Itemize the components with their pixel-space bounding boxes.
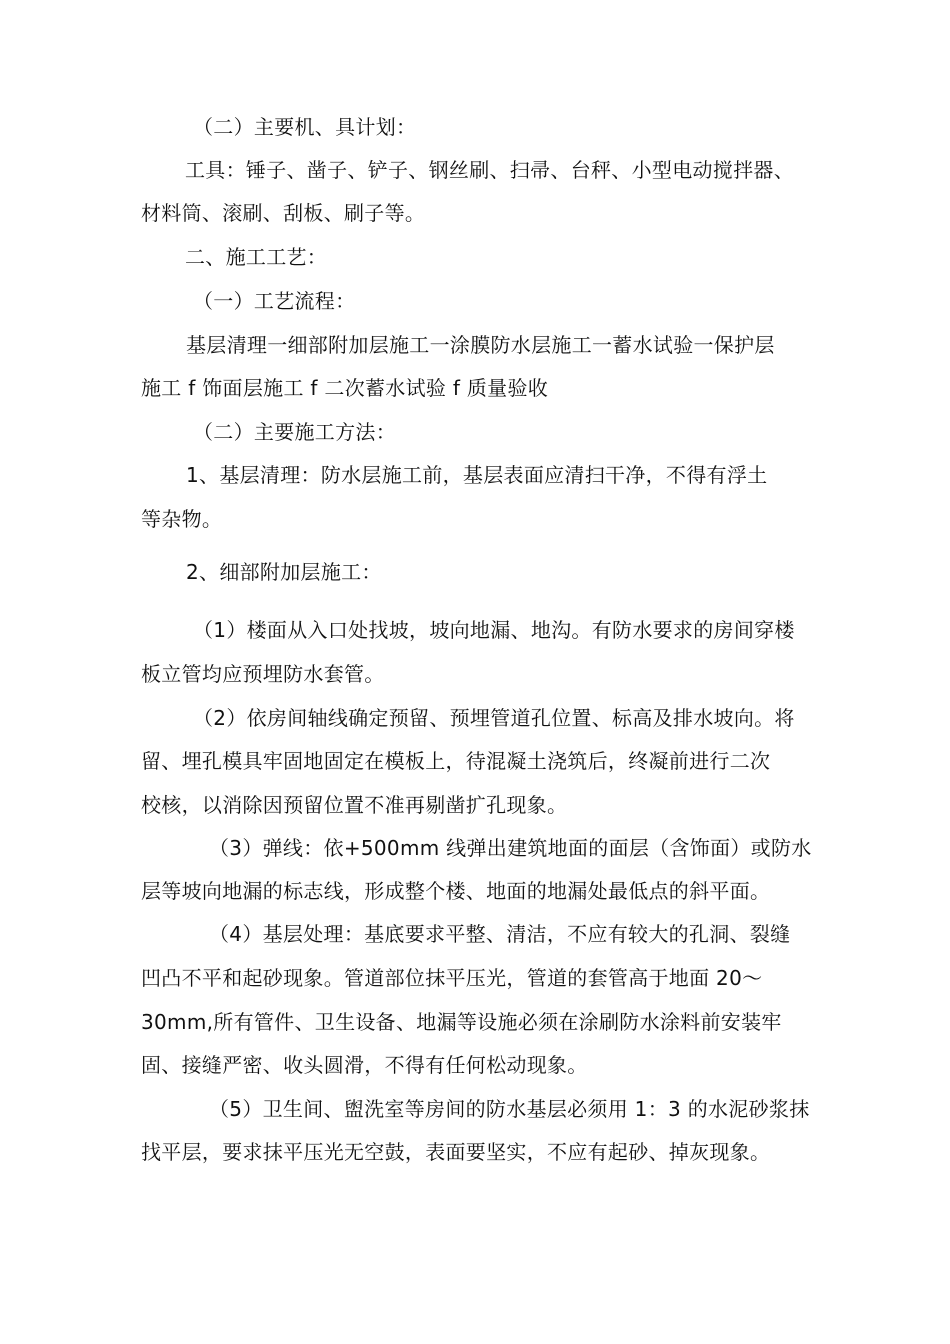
paragraph-line: 校核，以消除因预留位置不准再剔凿扩孔现象。 (141, 793, 568, 817)
subsection-heading-process-flow: （一）工艺流程： (193, 289, 356, 313)
paragraph-line: （4）基层处理：基底要求平整、清洁，不应有较大的孔洞、裂缝 (209, 922, 791, 946)
paragraph-line: 固、接缝严密、收头圆滑，不得有任何松动现象。 (141, 1053, 588, 1077)
paragraph-line: 材料筒、滚刷、刮板、刷子等。 (141, 201, 426, 225)
paragraph-line: （1）楼面从入口处找坡，坡向地漏、地沟。有防水要求的房间穿楼 (193, 618, 795, 642)
paragraph-line: 等杂物。 (141, 507, 223, 531)
paragraph-line: 30mm,所有管件、卫生设备、地漏等设施必须在涂刷防水涂料前安装牢 (141, 1010, 782, 1034)
item-heading-detail-layer: 2、细部附加层施工： (186, 560, 382, 584)
paragraph-line: 工具：锤子、凿子、铲子、钢丝刷、扫帚、台秤、小型电动搅拌器、 (185, 158, 794, 182)
paragraph-line: 1、基层清理：防水层施工前，基层表面应清扫干净，不得有浮土 (186, 463, 768, 487)
paragraph-line: 找平层，要求抹平压光无空鼓，表面要坚实，不应有起砂、掉灰现象。 (141, 1140, 771, 1164)
paragraph-line: 施工 f 饰面层施工 f 二次蓄水试验 f 质量验收 (141, 376, 549, 400)
subsection-heading-methods: （二）主要施工方法： (193, 420, 396, 444)
paragraph-line: 基层清理一细部附加层施工一涂膜防水层施工一蓄水试验一保护层 (186, 333, 775, 357)
paragraph-line: （3）弹线：依+500mm 线弹出建筑地面的面层（含饰面）或防水 (209, 836, 812, 860)
paragraph-line: （2）依房间轴线确定预留、预埋管道孔位置、标高及排水坡向。将 (193, 706, 795, 730)
paragraph-line: （5）卫生间、盥洗室等房间的防水基层必须用 1：3 的水泥砂浆抹 (209, 1097, 810, 1121)
section-heading-construction-process: 二、施工工艺： (185, 245, 328, 269)
paragraph-line: 层等坡向地漏的标志线，形成整个楼、地面的地漏处最低点的斜平面。 (141, 879, 771, 903)
paragraph-line: 留、埋孔模具牢固地固定在模板上，待混凝土浇筑后，终凝前进行二次 (141, 749, 771, 773)
subsection-heading-equipment-plan: （二）主要机、具计划： (193, 115, 417, 139)
paragraph-line: 板立管均应预埋防水套管。 (141, 662, 385, 686)
paragraph-line: 凹凸不平和起砂现象。管道部位抹平压光，管道的套管高于地面 20～ (141, 966, 763, 990)
